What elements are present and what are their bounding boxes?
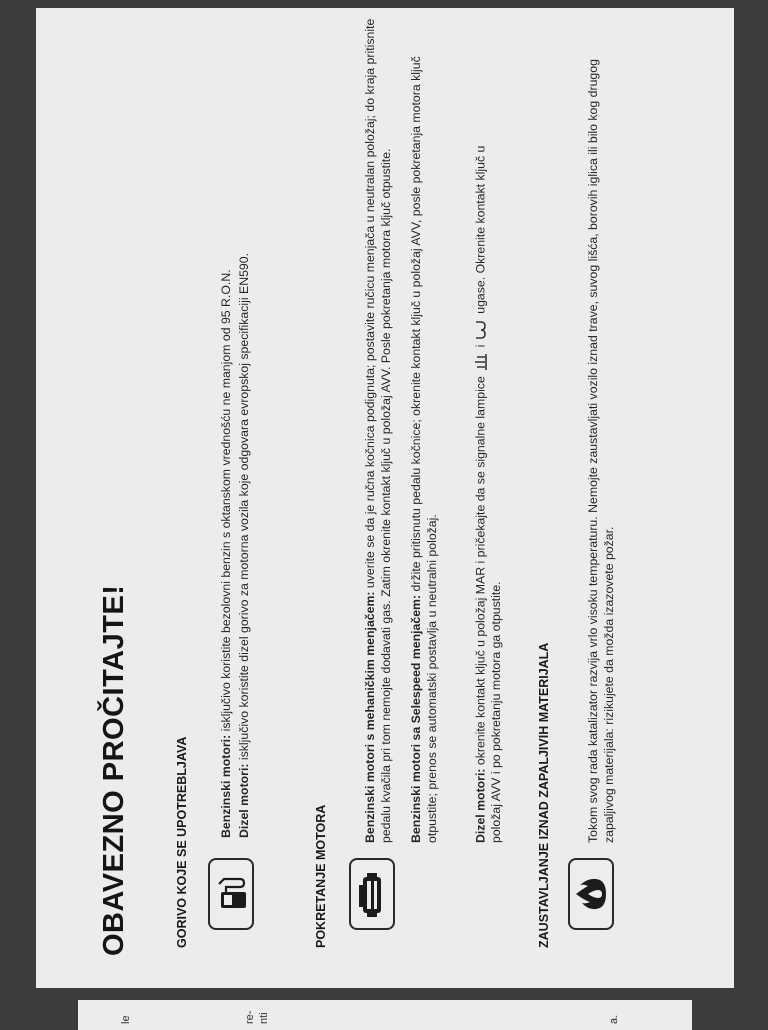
fire-hazard-icon xyxy=(568,858,614,930)
fuel-pump-icon xyxy=(208,858,254,930)
lower-fragment-3: nti xyxy=(258,1012,270,1024)
adjacent-page-fragment xyxy=(78,1000,692,1030)
parking-paragraph: Tokom svog rada katalizator razvija vrlo visoku temperaturu. Nemojte zaustavljati vozilo iznad trave, suvog lišća, borovih iglica ili bilo kog drugog zapaljivog materijala: rizikujete da možda izazovete požar. xyxy=(586,59,616,843)
rotated-content xyxy=(36,8,734,988)
fuel-paragraph-1: Benzinski motori: isključivo koristite bezolovni benzin s oktanskom vrednošću ne manjom od 95 R.O.N. xyxy=(219,269,233,838)
glow-plug-warning-icon xyxy=(473,351,489,373)
section-heading-start: POKRETANJE MOTORA xyxy=(314,804,328,948)
coil-warning-icon xyxy=(473,317,489,341)
start-paragraph-2: Benzinski motori sa Selespeed menjačem: držite pritisnutu pedalu kočnice; okrenite kontakt ključ u položaj AVV, posle pokretanja motora ključ otpustite; prenos se automatski postavlja u neutralni položaj. xyxy=(409,56,439,843)
start-paragraph-1: Benzinski motori s mehaničkim menjačem: uverite se da je ručna kočnica podignuta; postavite ručicu menjača u neutralan položaj; do kraja pritisnite pedalu kvačila pri tom nemojte dodavati gas. Zatim okrenite kontakt ključ u položaj AVV. Posle pokretanja motora ključ otpustite. xyxy=(363,18,393,843)
start-paragraph-3: Dizel motori: okrenite kontakt ključ u položaj MAR i pričekajte da se signalne lampice i ugase. Okrenite kontakt ključ u položaj AVV i po pokretanju motora ga otpustite. xyxy=(473,145,503,843)
document-page xyxy=(36,8,734,988)
lower-fragment-4: a. xyxy=(608,1014,620,1024)
fuel-paragraph-2: Dizel motori: isključivo koristite dizel gorivo za motorna vozila koje odgovara evropskoj specifikaciji EN590. xyxy=(237,252,251,838)
car-engine-icon xyxy=(349,858,395,930)
lower-fragment-1: le xyxy=(120,1015,132,1024)
section-heading-fuel: GORIVO KOJE SE UPOTREBLJAVA xyxy=(175,736,189,948)
section-heading-parking: ZAUSTAVLJANJE IZNAD ZAPALJIVIH MATERIJALA xyxy=(537,642,551,948)
page-title: OBAVEZNO PROČITAJTE! xyxy=(98,584,130,956)
lower-fragment-2: re- xyxy=(244,1010,256,1024)
